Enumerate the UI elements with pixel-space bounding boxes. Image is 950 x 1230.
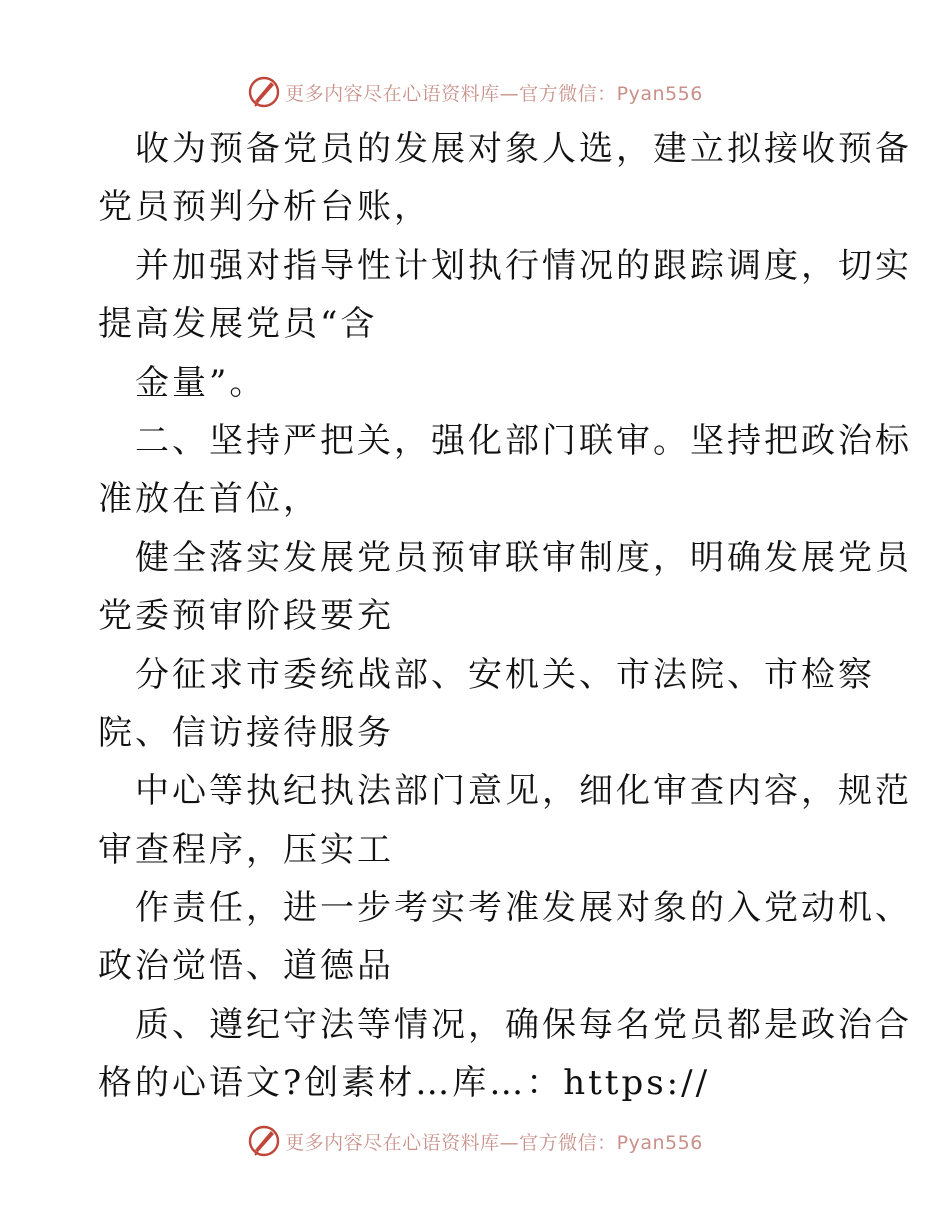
- section-heading-line: 二、坚持严把关，强化部门联审。坚持把政治标: [135, 420, 912, 461]
- paragraph-line: 中心等执纪执法部门意见，细化审查内容，规范: [135, 771, 912, 812]
- paragraph-line: 党委预审阶段要充: [98, 596, 394, 637]
- paragraph-line: 提高发展党员“含: [98, 304, 378, 345]
- paragraph-line: 审查程序，压实工: [98, 829, 394, 870]
- paragraph-line: 质、遵纪守法等情况，确保每名党员都是政治合: [135, 1004, 912, 1045]
- watermark-text: 更多内容尽在心语资料库—官方微信：Pyan556: [285, 1131, 703, 1154]
- header-watermark: [0, 72, 950, 112]
- paragraph-line: 收为预备党员的发展对象人选，建立拟接收预备: [135, 129, 912, 169]
- paragraph-line: 分征求市委统战部、安机关、市法院、市检察: [135, 654, 875, 695]
- paragraph-line: 作责任，进一步考实考准发展对象的入党动机、: [135, 888, 912, 929]
- footer-watermark: [0, 1121, 950, 1161]
- paragraph-line: 健全落实发展党员预审联审制度，明确发展党员: [135, 537, 912, 578]
- paragraph-line: 政治觉悟、道德品: [98, 946, 394, 987]
- watermark-text: 更多内容尽在心语资料库—官方微信：Pyan556: [285, 82, 703, 105]
- quill-pen-logo-icon: [247, 1124, 281, 1158]
- paragraph-line: 并加强对指导性计划执行情况的跟踪调度，切实: [135, 245, 912, 286]
- paragraph-line: 金量”。: [135, 362, 267, 403]
- quill-pen-logo-icon: [247, 75, 281, 109]
- document-body: [98, 120, 912, 1113]
- paragraph-line: 准放在首位，: [98, 479, 320, 520]
- paragraph-line: 党员预判分析台账，: [98, 187, 431, 228]
- paragraph-line: 格的心语文?创素材…库…：https://: [98, 1063, 711, 1104]
- paragraph-line: 院、信访接待服务: [98, 712, 394, 753]
